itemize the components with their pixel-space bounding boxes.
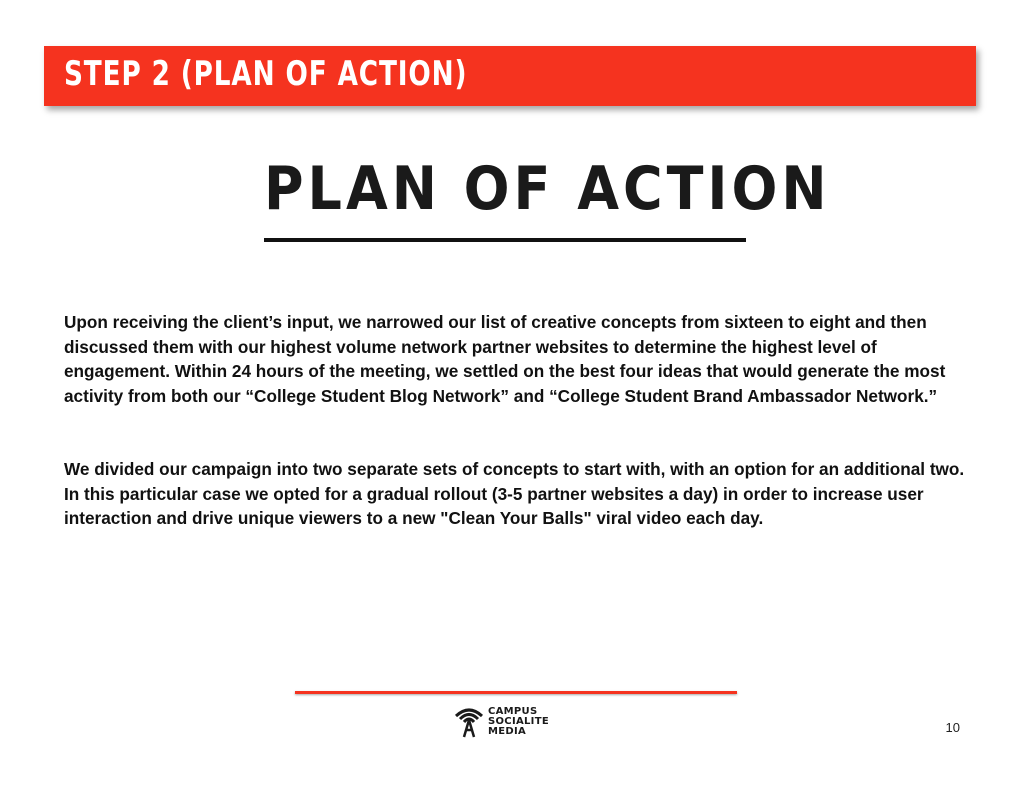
- company-logo: [452, 704, 576, 740]
- footer-divider: [295, 691, 737, 694]
- logo-text: [488, 707, 549, 737]
- logo-line-media: MEDIA: [488, 726, 527, 737]
- header-title: STEP 2 (PLAN OF ACTION): [64, 54, 468, 94]
- main-heading: [264, 150, 831, 242]
- page-number: 10: [945, 720, 960, 735]
- logo-line-campus: CAMPUS: [488, 706, 538, 717]
- paragraph-1: Upon receiving the client’s input, we narrowed our list of creative concepts from sixteen to eight and then discussed them with our highest volume network partner websites to determine the highest level of engagement. Within 24 hours of the meeting, we settled on the best four ideas that would generate the most activity from both our “College Student Blog Network” and “College Student Brand Ambassador Network.”: [64, 312, 946, 406]
- logo-line-socialite: SOCIALITE: [488, 716, 549, 727]
- main-heading-text: PLAN OF ACTION: [264, 154, 831, 224]
- broadcast-tower-icon: [452, 704, 486, 738]
- header-bar: [44, 46, 976, 106]
- paragraph-2: We divided our campaign into two separate sets of concepts to start with, with an option for an additional two. In this particular case we opted for a gradual rollout (3-5 partner websites a day) in order to increase user interaction and drive unique viewers to a new "Clean Your Balls" viral video each day.: [64, 459, 965, 529]
